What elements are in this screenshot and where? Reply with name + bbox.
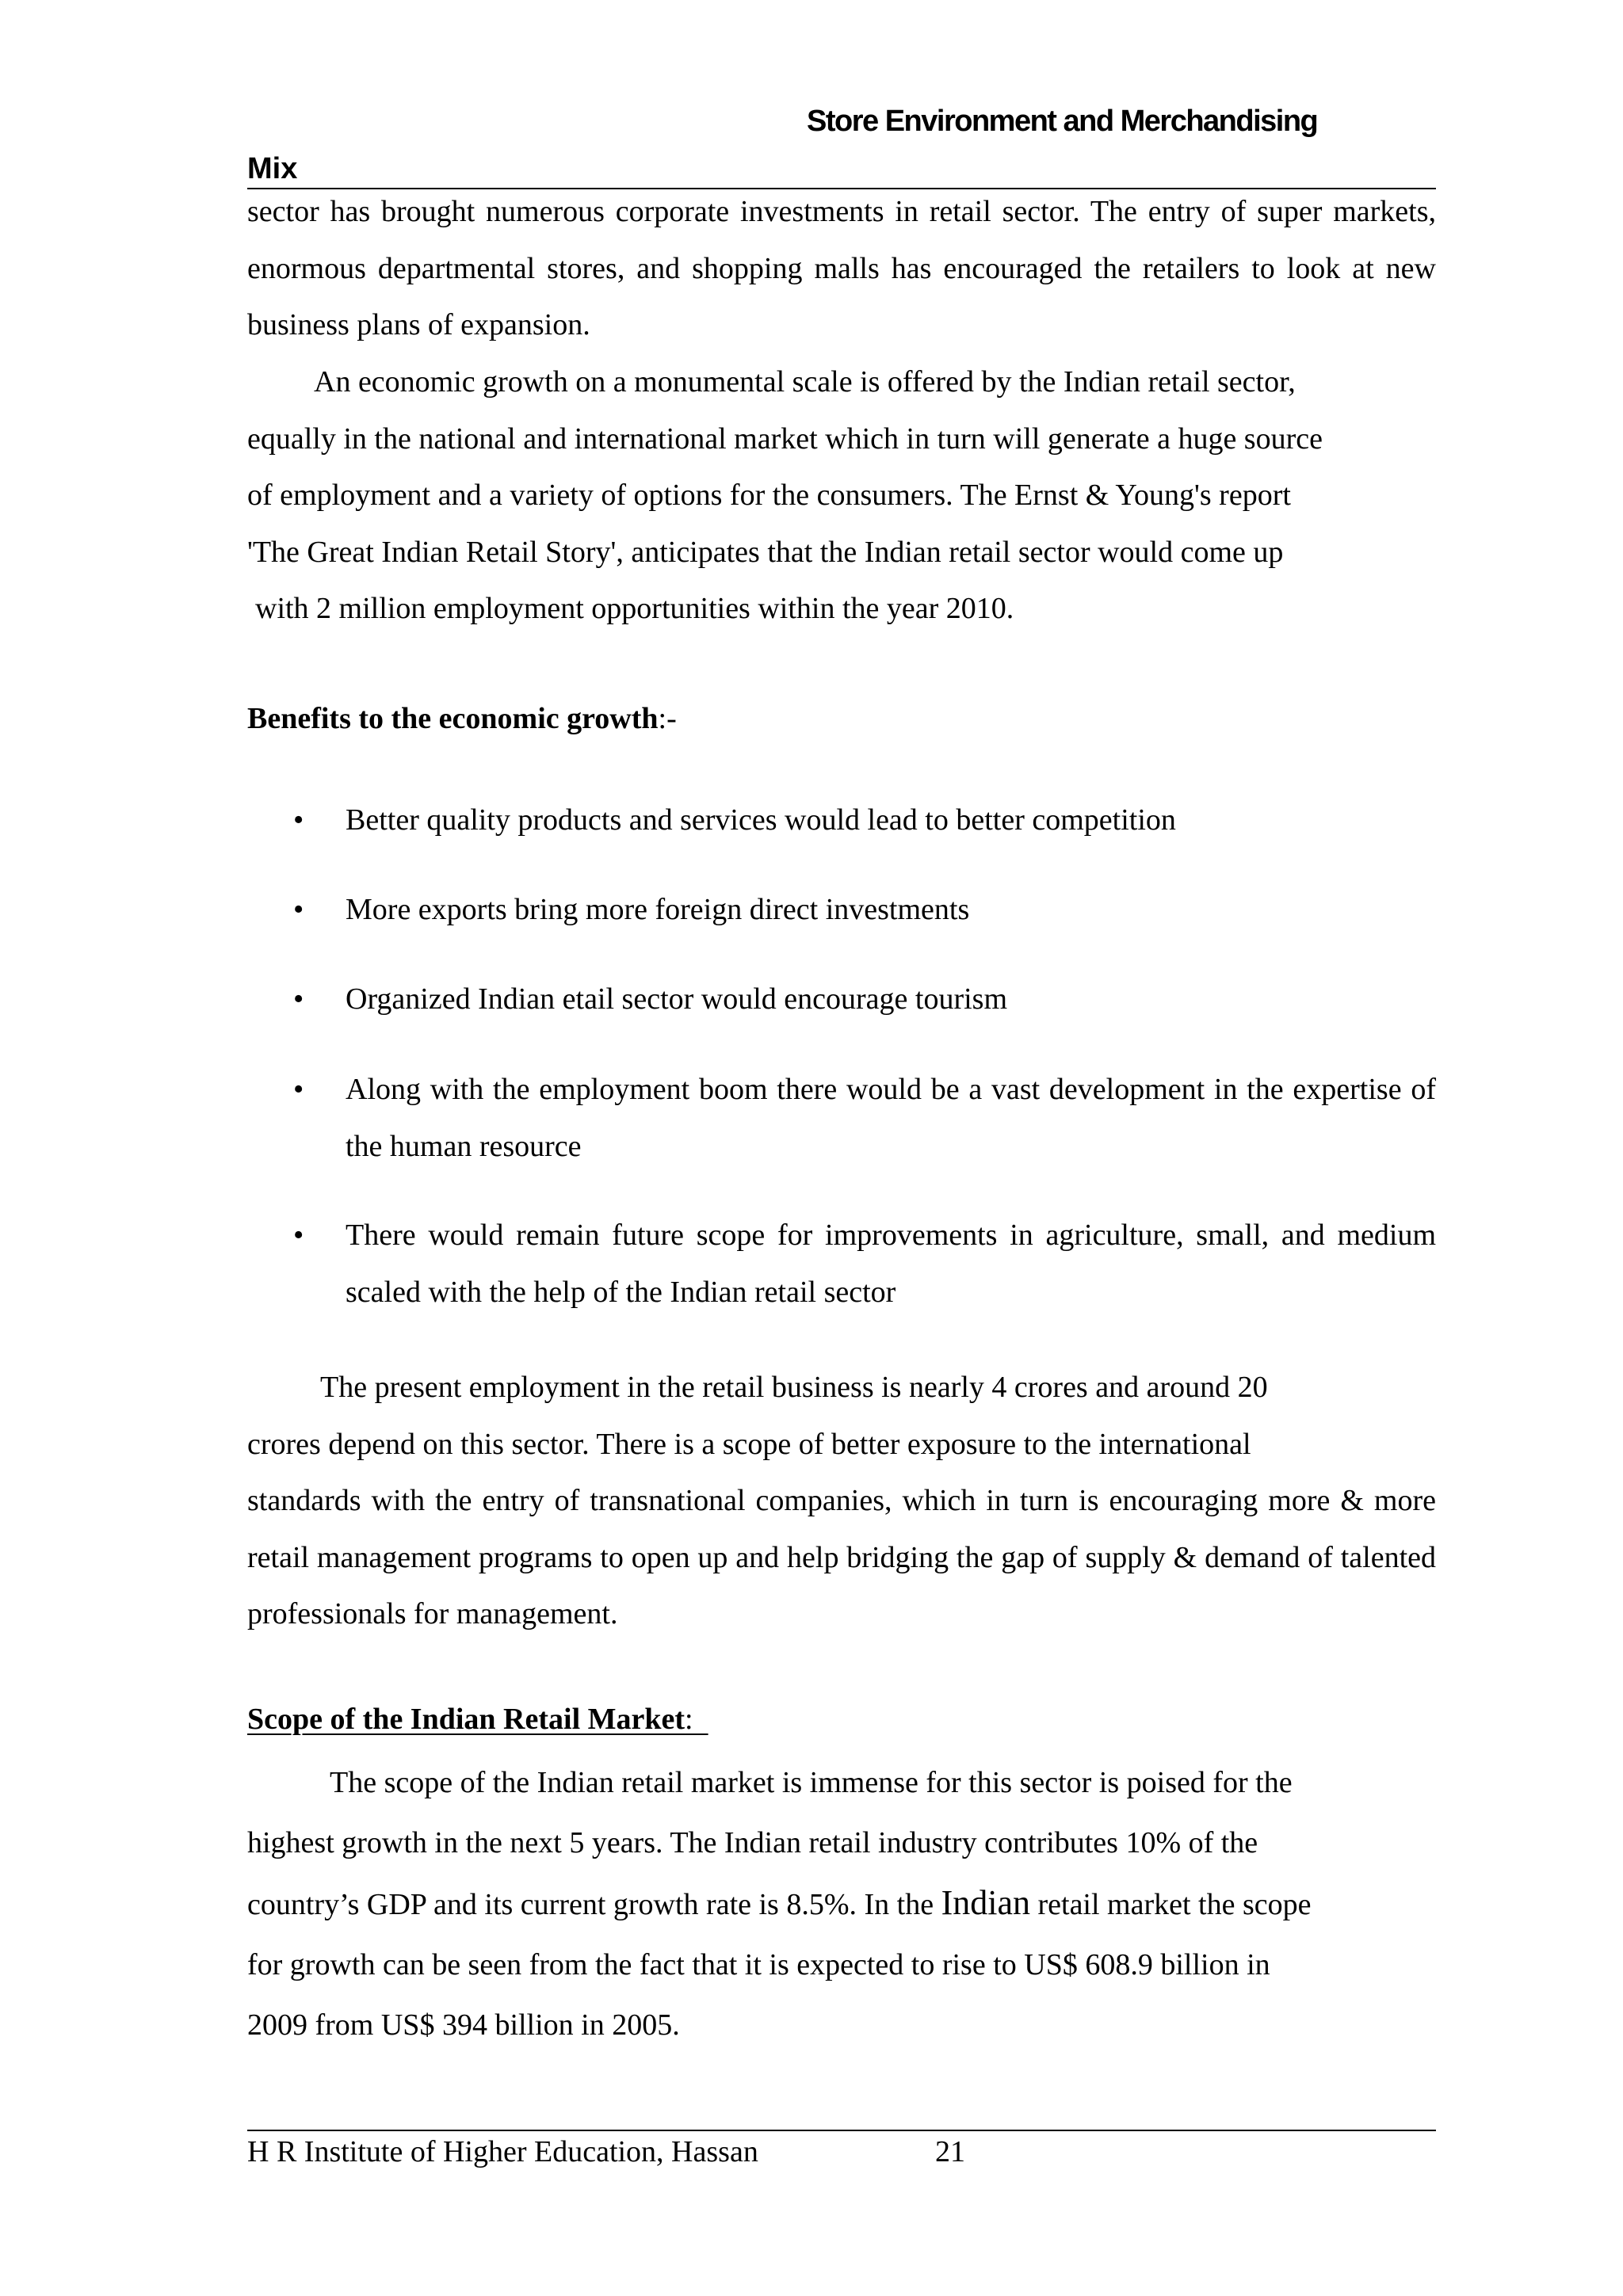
heading-scope: [247, 1702, 708, 1737]
footer-institute: H R Institute of Higher Education, Hassan: [247, 2135, 758, 2168]
heading-benefits-suffix: :-: [658, 702, 677, 735]
heading-benefits: [247, 701, 677, 736]
heading-scope-suffix: :: [685, 1703, 708, 1736]
paragraph-line: standards with the entry of transnational companies, which in turn is encouraging more & more retail management programs to open up and help bridging the gap of supply & demand of talented professionals for management.: [247, 1484, 1436, 1630]
page-number: 21: [935, 2135, 965, 2168]
paragraph-line: crores depend on this sector. There is a scope of better exposure to the international: [247, 1427, 1251, 1461]
running-header-title-continuation: Mix: [247, 152, 298, 185]
list-item-text: Better quality products and services would lead to better competition: [346, 803, 1176, 837]
paragraph-line: highest growth in the next 5 years. The Indian retail industry contributes 10% of the: [247, 1826, 1258, 1859]
paragraph-line: equally in the national and international market which in turn will generate a huge source: [247, 421, 1323, 456]
list-item-text: More exports bring more foreign direct investments: [346, 893, 970, 926]
list-item-text: Organized Indian etail sector would encourage tourism: [346, 982, 1008, 1016]
paragraph-line: 'The Great Indian Retail Story', anticipates that the Indian retail sector would come up: [247, 535, 1284, 569]
bullet-icon: •: [293, 982, 304, 1016]
running-header-title: Store Environment and Merchandising: [807, 105, 1318, 138]
paragraph-line: with 2 million employment opportunities within the year 2010.: [255, 592, 1014, 625]
bullet-icon: •: [293, 1219, 304, 1252]
paragraph-line: The scope of the Indian retail market is immense for this sector is poised for the: [330, 1766, 1293, 1799]
paragraph-economic-growth: [247, 354, 1436, 638]
paragraph-fragment: country’s GDP and its current growth rate is 8.5%. In the: [247, 1888, 941, 1921]
bullet-icon: •: [293, 893, 304, 926]
paragraph-fragment: retail market the scope: [1029, 1888, 1312, 1921]
list-item-text: There would remain future scope for improvements in agriculture, small, and medium scaled with the help of the Indian retail sector: [346, 1219, 1436, 1309]
paragraph-line: The present employment in the retail business is nearly 4 crores and around 20: [320, 1371, 1268, 1404]
paragraph-line: for growth can be seen from the fact that it is expected to rise to US$ 608.9 billion in: [247, 1948, 1270, 1981]
paragraph-present-employment: [247, 1360, 1436, 1643]
paragraph-scope: [247, 1753, 1436, 2055]
paragraph-fragment-emphasis: Indian: [941, 1883, 1030, 1922]
heading-scope-text: Scope of the Indian Retail Market: [247, 1703, 685, 1736]
paragraph-sector-investments: sector has brought numerous corporate investments in retail sector. The entry of super markets, enormous departmental stores, and shopping malls has encouraged the retailers to look at new business plans of expansion.: [247, 195, 1436, 341]
list-item-text: Along with the employment boom there would be a vast development in the expertise of the human resource: [346, 1073, 1436, 1163]
paragraph-line: of employment and a variety of options for the consumers. The Ernst & Young's report: [247, 479, 1291, 512]
paragraph-line-gdp: [247, 1873, 1436, 1935]
paragraph-line: An economic growth on a monumental scale is offered by the Indian retail sector,: [314, 365, 1296, 399]
footer-divider: [247, 2130, 1436, 2131]
paragraph-line: 2009 from US$ 394 billion in 2005.: [247, 2008, 680, 2042]
bullet-icon: •: [293, 803, 304, 837]
bullet-icon: •: [293, 1073, 304, 1106]
heading-benefits-text: Benefits to the economic growth: [247, 702, 659, 735]
